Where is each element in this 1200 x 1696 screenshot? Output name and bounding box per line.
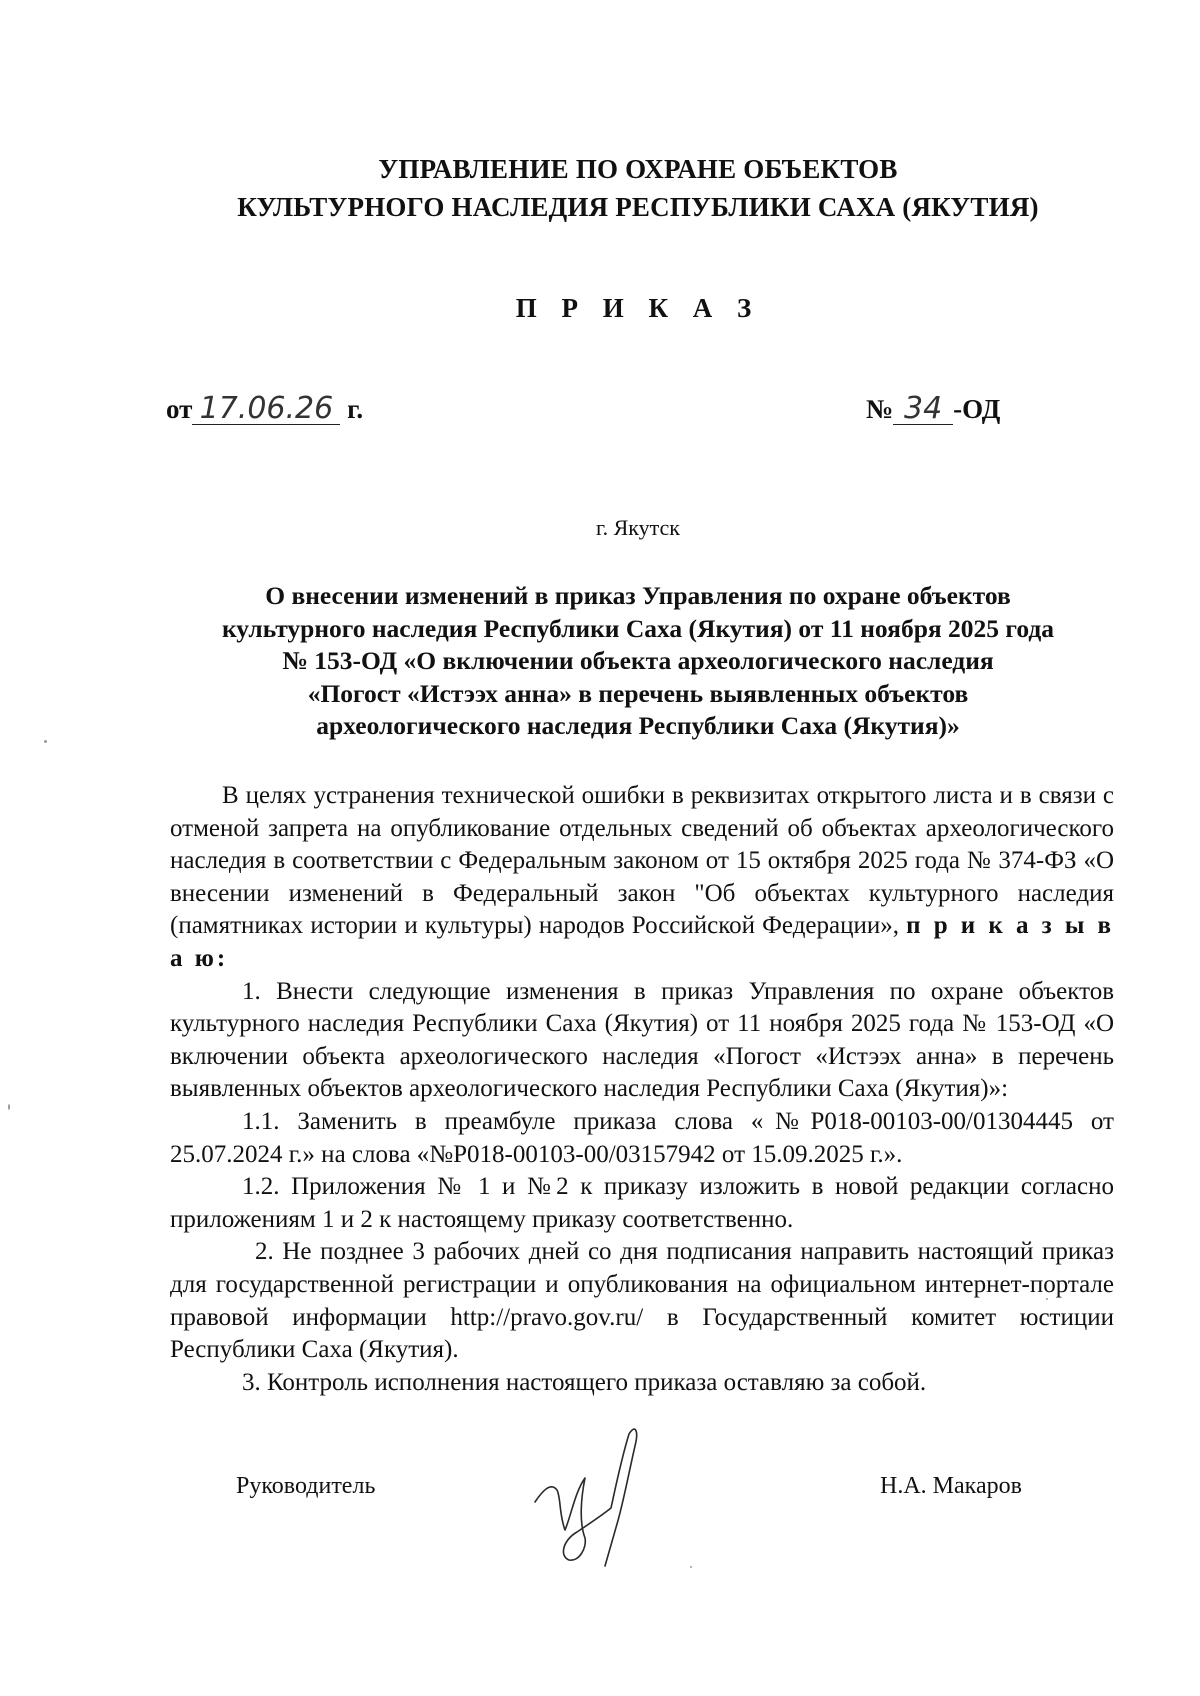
number-suffix: -ОД (953, 394, 1001, 424)
document-type-title: П Р И К А З (515, 293, 761, 323)
item-1-2: 1.2. Приложения № 1 и №2 к приказу изложить в новой редакции согласно приложениям 1 и 2 к настоящему приказу соответственно. (170, 1173, 1114, 1233)
number-prefix: № (866, 394, 894, 424)
item-1: 1. Внести следующие изменения в приказ Управления по охране объектов культурного наследия Республики Саха (Якутия) от 11 ноября 2025 года № 153-ОД «О включении объекта археологического наследия «Погост «Истээх анна» в перечень выявленных объектов археологического наследия Республики Саха (Якутия)»: (170, 977, 1114, 1103)
number-handwritten: 34 (893, 394, 953, 425)
order-word: п р и к а з ы в а ю: (170, 912, 1115, 972)
order-date (166, 391, 364, 426)
date-prefix: от (166, 394, 193, 424)
order-subject (150, 580, 1126, 743)
agency-line-2: КУЛЬТУРНОГО НАСЛЕДИЯ РЕСПУБЛИКИ САХА (ЯКУТИЯ) (237, 192, 1039, 222)
handwritten-signature (525, 1420, 655, 1570)
subject-line: О внесении изменений в приказ Управления по охране объектов (265, 581, 1011, 610)
subject-line: археологического наследия Республики Саха (Якутия)» (316, 711, 960, 740)
item-1-1: 1.1. Заменить в преамбуле приказа слова «№Р018-00103-00/01304445 от 25.07.2024 г.» на слова «№Р018-00103-00/03157942 от 15.09.2025 г.». (170, 1107, 1114, 1168)
agency-line-1: УПРАВЛЕНИЕ ПО ОХРАНЕ ОБЪЕКТОВ (378, 154, 898, 184)
preamble-paragraph (170, 780, 1114, 976)
preamble-text: В целях устранения технической ошибки в реквизитах открытого листа и в связи с отменой запрета на опубликование отдельных сведений об объектах археологического наследия в соответствии с Федеральным законом от 15 октября 2025 года № 374-ФЗ «О внесении изменений в Федеральный закон "Об объектах культурного наследия (памятниках истории и культуры) народов Российской Федерации», (170, 782, 1114, 940)
order-body (170, 780, 1114, 1399)
signer-title: Руководитель (236, 1473, 376, 1499)
order-number (866, 391, 1001, 426)
subject-line: № 153-ОД «О включении объекта археологического наследия (282, 646, 994, 675)
date-handwritten: 17.06.26 (192, 394, 340, 425)
item-3: 3. Контроль исполнения настоящего приказа оставляю за собой. (242, 1368, 927, 1396)
city-name: г. Якутск (596, 515, 680, 540)
item-2: 2. Не позднее 3 рабочих дней со дня подписания направить настоящий приказ для государственной регистрации и опубликования на официальном интернет-портале правовой информации http://pravo.gov.ru/ в Государственный комитет юстиции Республики Саха (Якутия). (170, 1238, 1114, 1364)
date-suffix: г. (347, 394, 364, 424)
agency-name (0, 150, 1200, 226)
subject-line: «Погост «Истээх анна» в перечень выявленных объектов (307, 678, 969, 708)
signer-name: Н.А. Макаров (880, 1473, 1022, 1499)
subject-line: культурного наследия Республики Саха (Якутия) от 11 ноября 2025 года (221, 613, 1055, 643)
